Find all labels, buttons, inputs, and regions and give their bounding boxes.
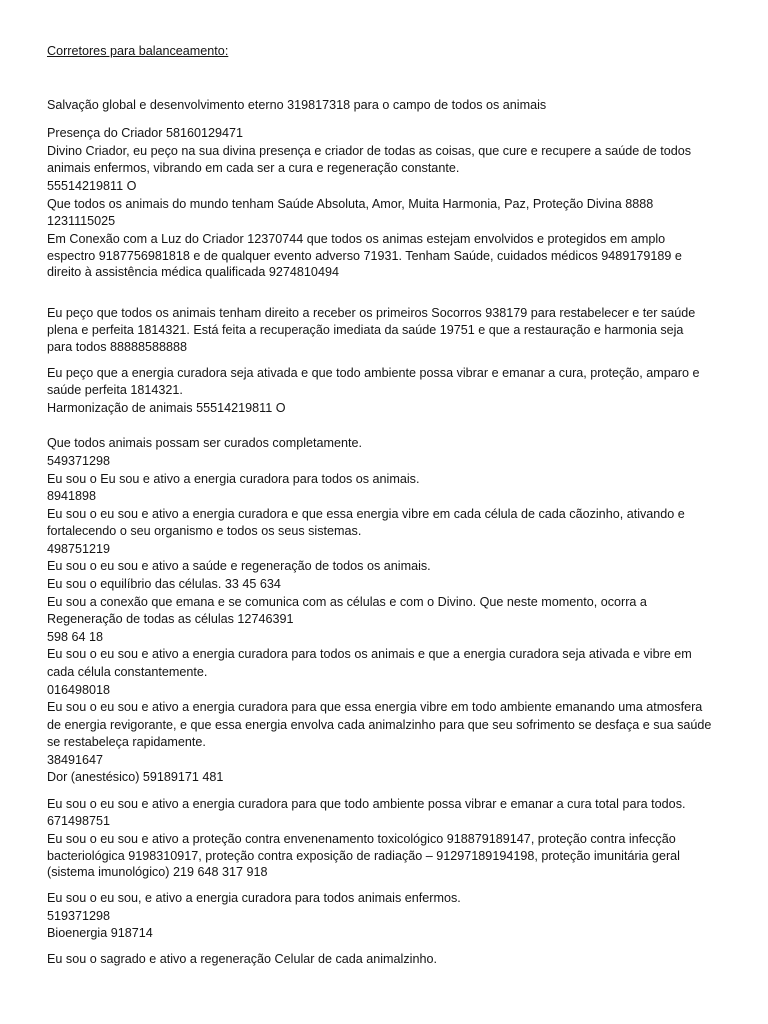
text-line: Eu sou o eu sou e ativo a energia curadora para que todo ambiente possa vibrar e emanar a cura total para todos. xyxy=(47,797,686,811)
text-line: Eu sou o equilíbrio das células. 33 45 634 xyxy=(47,577,281,591)
text-line: (sistema imunológico) 219 648 317 918 xyxy=(47,865,268,879)
text-line: Salvação global e desenvolvimento eterno 319817318 para o campo de todos os animais xyxy=(47,98,547,112)
text-line: bacteriológica 9198310917, proteção contra exposição de radiação – 91297189194198, proteção imunitária geral xyxy=(47,849,680,863)
text-line: Dor (anestésico) 59189171 481 xyxy=(47,770,224,784)
text-line: 1231115025 xyxy=(47,214,116,228)
text-line: Eu peço que todos os animais tenham direito a receber os primeiros Socorros 938179 para restabelecer e ter saúde xyxy=(47,306,696,320)
text-line: Eu peço que a energia curadora seja ativada e que todo ambiente possa vibrar e emanar a cura, proteção, amparo e xyxy=(47,366,700,380)
text-line: 549371298 xyxy=(47,454,111,468)
document-title: Corretores para balanceamento: xyxy=(47,44,229,58)
text-line: 55514219811 O xyxy=(47,179,137,193)
text-line: Eu sou o Eu sou e ativo a energia curadora para todos os animais. xyxy=(47,472,420,486)
text-line: Que todos os animais do mundo tenham Saúde Absoluta, Amor, Muita Harmonia, Paz, Proteção Divina 8888 xyxy=(47,197,654,211)
text-line: direito à assistência médica qualificada 9274810494 xyxy=(47,265,339,279)
text-line: fortalecendo o seu organismo e todos os seus sistemas. xyxy=(47,524,362,538)
text-line: Eu sou o eu sou e ativo a saúde e regeneração de todos os animais. xyxy=(47,559,431,573)
text-line: Eu sou o eu sou e ativo a energia curadora para que essa energia vibre em todo ambiente emanando uma atmosfera xyxy=(47,700,703,714)
text-line: 38491647 xyxy=(47,753,104,767)
text-line: 016498018 xyxy=(47,683,111,697)
text-line: Que todos animais possam ser curados completamente. xyxy=(47,436,362,450)
text-line: Eu sou o eu sou e ativo a energia curadora e que essa energia vibre em cada célula de cada cãozinho, ativando e xyxy=(47,507,685,521)
text-line: Em Conexão com a Luz do Criador 12370744 que todos os animas estejam envolvidos e protegidos em amplo xyxy=(47,232,666,246)
text-line: cada célula constantemente. xyxy=(47,665,208,679)
text-line: Bioenergia 918714 xyxy=(47,926,153,940)
text-line: Eu sou a conexão que emana e se comunica com as células e com o Divino. Que neste momento, ocorra a xyxy=(47,595,647,609)
text-line: se restabeleça rapidamente. xyxy=(47,735,206,749)
text-line: plena e perfeita 1814321. Está feita a recuperação imediata da saúde 19751 e que a restauração e harmonia seja xyxy=(47,323,684,337)
text-line: de energia revigorante, e que essa energia envolva cada animalzinho para que seu sofrimento se desfaça e sua saúde xyxy=(47,718,712,732)
text-line: 8941898 xyxy=(47,489,97,503)
text-line: Harmonização de animais 55514219811 O xyxy=(47,401,286,415)
text-line: animais enfermos, vibrando em cada ser a cura e regeneração constante. xyxy=(47,161,460,175)
text-line: Eu sou o eu sou, e ativo a energia curadora para todos animais enfermos. xyxy=(47,891,461,905)
text-line: 671498751 xyxy=(47,814,111,828)
text-line: Divino Criador, eu peço na sua divina presença e criador de todas as coisas, que cure e recupere a saúde de todos xyxy=(47,144,692,158)
text-line: 598 64 18 xyxy=(47,630,104,644)
text-line: 519371298 xyxy=(47,909,111,923)
text-line: Eu sou o sagrado e ativo a regeneração Celular de cada animalzinho. xyxy=(47,952,437,966)
text-line: Eu sou o eu sou e ativo a energia curadora para todos os animais e que a energia curadora seja ativada e vibre em xyxy=(47,647,692,661)
text-line: Eu sou o eu sou e ativo a proteção contra envenenamento toxicológico 918879189147, proteção contra infecção xyxy=(47,832,676,846)
text-line: Presença do Criador 58160129471 xyxy=(47,126,244,140)
text-line: espectro 9187756981818 e de qualquer evento adverso 71931. Tenham Saúde, cuidados médicos 9489179189 e xyxy=(47,249,682,263)
text-line: saúde perfeita 1814321. xyxy=(47,383,183,397)
text-line: Regeneração de todas as células 12746391 xyxy=(47,612,294,626)
text-line: para todos 88888588888 xyxy=(47,340,188,354)
text-line: 498751219 xyxy=(47,542,111,556)
